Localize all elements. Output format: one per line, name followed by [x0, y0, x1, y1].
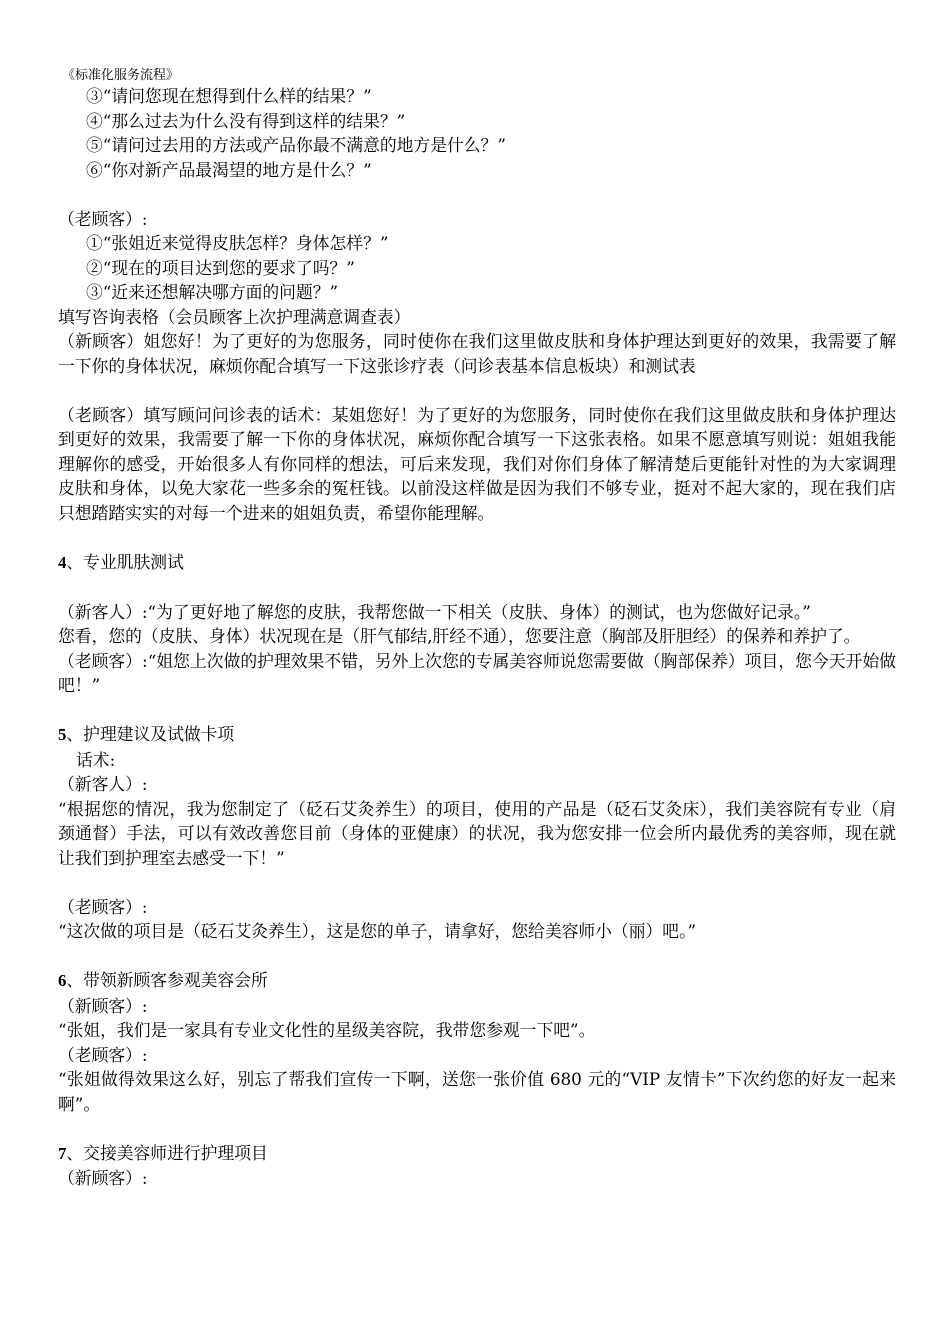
question-6: ⑥“你对新产品最渴望的地方是什么？” [86, 159, 372, 180]
section-7-new-label: （新顾客）: [58, 1168, 148, 1188]
spacer [58, 378, 896, 403]
section-5-script-label: 话术: [76, 749, 116, 770]
section-4-number: 4 [58, 552, 67, 572]
spacer [58, 575, 896, 600]
question-3: ③“请问您现在想得到什么样的结果？” [86, 86, 372, 106]
form-new-customer: （新顾客）姐您好！为了更好的为您服务，同时使你在我们这里做皮肤和身体护理达到更好的效果，我需要了解一下你的身体状况，麻烦你配合填写一下这张诊疗表（问诊表基本信息板块）和测试表 [58, 331, 896, 376]
old-question-1: ①“张姐近来觉得皮肤怎样？身体怎样？” [86, 233, 389, 253]
spacer [58, 944, 896, 969]
question-4: ④“那么过去为什么没有得到这样的结果？” [86, 110, 406, 131]
section-5-new-text: “根据您的情况，我为您制定了（砭石艾灸养生）的项目，使用的产品是（砭石艾灸床），我们美容院有专业（肩颈通督）手法，可以有效改善您目前（身体的亚健康）的状况，我为您安排一位会所内最优秀的美容师，现在就让我们到护理室去感受一下！” [58, 798, 896, 868]
old-question-2: ②“现在的项目达到您的要求了吗？” [86, 257, 355, 278]
document-header: 《标准化服务流程》 [62, 68, 180, 83]
section-5-old-text: “这次做的项目是（砭石艾灸养生），这是您的单子，请拿好，您给美容师小（丽）吧。” [58, 921, 697, 941]
spacer [58, 182, 896, 207]
question-5: ⑤“请问过去用的方法或产品你最不满意的地方是什么？” [86, 135, 506, 155]
spacer [58, 525, 896, 550]
section-4-status: 您看，您的（皮肤、身体）状况现在是（肝气郁结,肝经不通），您要注意（胸部及肝胆经）的保养和养护了。 [58, 626, 861, 646]
section-6-title: 、带领新顾客参观美容会所 [66, 970, 268, 990]
section-6-old-text: “张姐做得效果这么好，别忘了帮我们宣传一下啊，送您一张价值 680 元的“VIP 友情卡”下次约您的好友一起来啊”。 [58, 1069, 896, 1114]
section-4-heading [58, 550, 896, 576]
section-6-heading [58, 968, 896, 994]
section-5-heading [58, 722, 896, 748]
section-6-old-label: （老顾客）: [58, 1044, 148, 1065]
spacer [58, 1116, 896, 1141]
section-7-title: 、交接美容师进行护理项目 [66, 1142, 268, 1163]
section-7-heading [58, 1141, 896, 1167]
form-title: 填写咨询表格（会员顾客上次护理满意调查表） [58, 306, 411, 327]
section-6-new-text: “张姐，我们是一家具有专业文化性的星级美容院，我带您参观一下吧”。 [58, 1020, 596, 1040]
section-5-number: 5 [58, 725, 67, 744]
section-5-old-label: （老顾客）: [58, 896, 148, 917]
old-question-3: ③“近来还想解决哪方面的问题？” [86, 282, 339, 302]
section-4-old-customer: （老顾客）:“姐您上次做的护理效果不错，另外上次您的专属美容师说您需要做（胸部保养）项目，您今天开始做吧！” [58, 650, 896, 695]
spacer [58, 870, 896, 895]
section-5-title: 、护理建议及试做卡项 [66, 724, 235, 744]
old-customer-label: （老顾客）: [58, 208, 148, 229]
section-5-new-label: （新客人）: [58, 774, 148, 794]
section-6-new-label: （新顾客）: [58, 995, 148, 1016]
section-4-new-customer: （新客人）:“为了更好地了解您的皮肤，我帮您做一下相关（皮肤、身体）的测试，也为您做好记录。” [58, 601, 811, 622]
section-4-title: 、专业肌肤测试 [66, 551, 184, 572]
section-6-number: 6 [58, 971, 67, 990]
form-old-customer: （老顾客）填写顾问问诊表的话术：某姐您好！为了更好的为您服务，同时使你在我们这里做皮肤和身体护理达到更好的效果，我需要了解一下你的身体状况，麻烦你配合填写一下这张表格。如果不愿意填写则说：姐姐我能理解你的感受，开始很多人有你同样的想法，可后来发现，我们对你们身体了解清楚后更能针对性的为大家调理皮肤和身体，以免大家花一些多余的冤枉钱。以前没这样做是因为我们不够专业，挺对不起大家的，现在我们店只想踏踏实实的对每一个进来的姐姐负责，希望你能理解。 [58, 404, 896, 523]
spacer [58, 698, 896, 723]
document-body [58, 84, 896, 1191]
section-7-number: 7 [58, 1143, 67, 1163]
